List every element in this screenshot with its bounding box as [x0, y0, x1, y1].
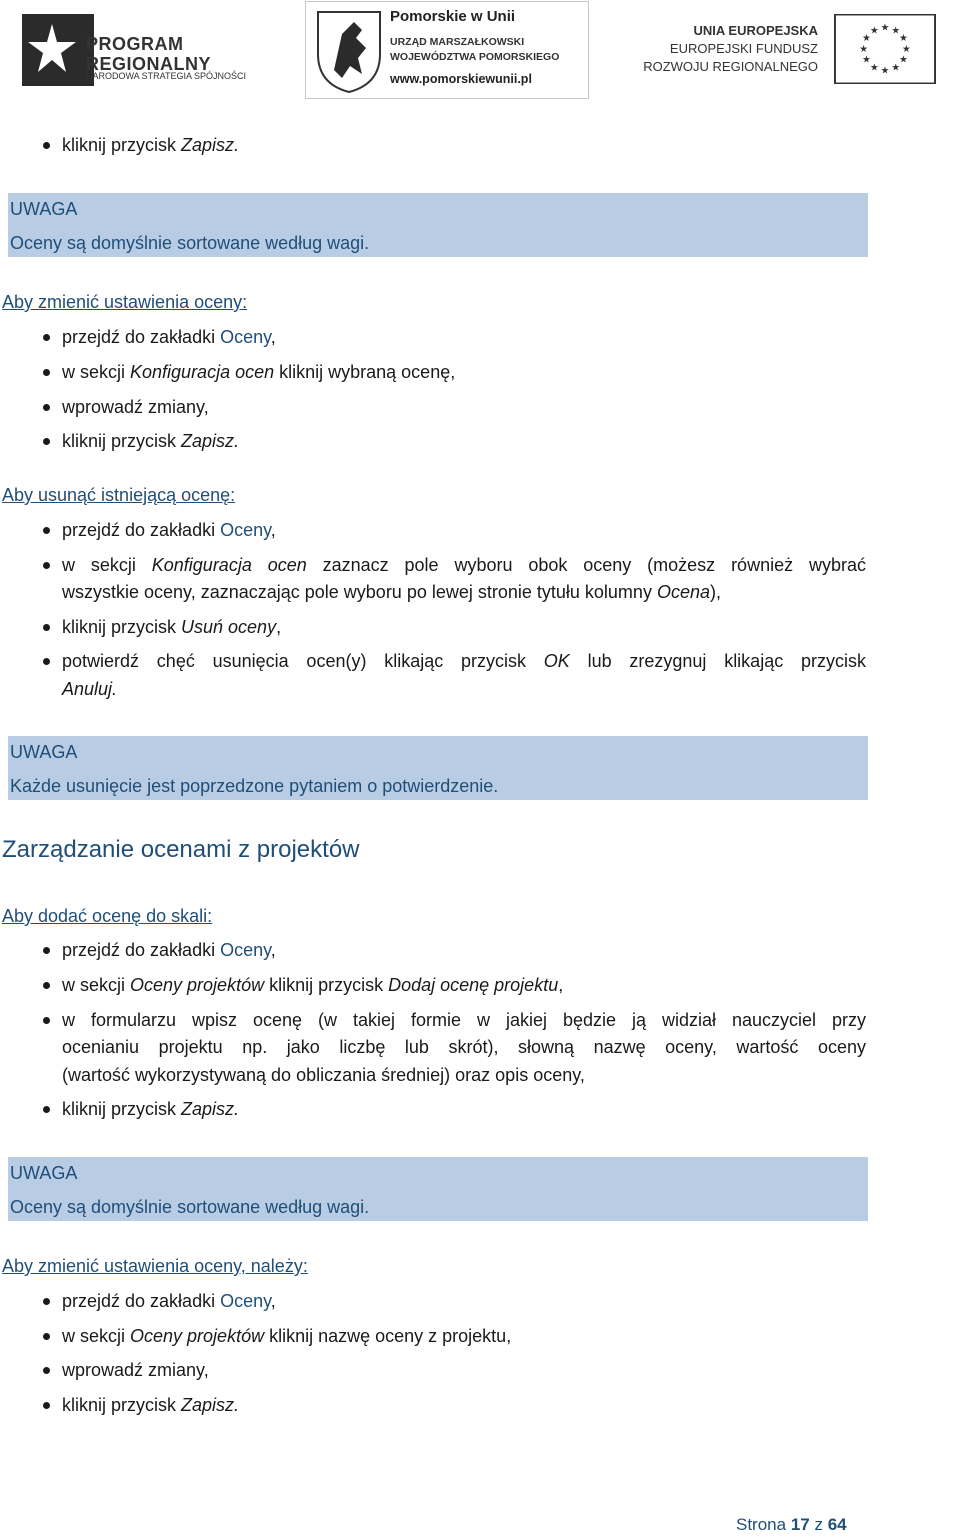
list-item: w sekcji Oceny projektów kliknij nazwę oceny z projektu,: [62, 1322, 511, 1350]
svg-text:★: ★: [862, 54, 871, 66]
note-text: Oceny są domyślnie sortowane według wagi.: [10, 233, 370, 253]
note-text: Każde usunięcie jest poprzedzone pytaniem o potwierdzenie.: [10, 776, 499, 796]
pomorskie-logo-url: www.pomorskiewunii.pl: [390, 72, 532, 86]
note-title: UWAGA: [10, 199, 78, 219]
svg-text:★: ★: [891, 62, 901, 74]
note-text: Oceny są domyślnie sortowane według wagi.: [10, 1197, 370, 1217]
page-number: Strona 17 z 64: [736, 1515, 847, 1534]
svg-text:★: ★: [891, 25, 901, 37]
svg-text:★: ★: [899, 54, 908, 66]
eu-logo-text: UNIA EUROPEJSKA EUROPEJSKI FUNDUSZ ROZWOJU REGIONALNEGO: [643, 23, 818, 74]
note-box: [8, 736, 868, 800]
program-logo-subtitle: NARODOWA STRATEGIA SPÓJNOŚCI: [86, 71, 247, 81]
section-heading: Zarządzanie ocenami z projektów: [2, 836, 360, 863]
eu-flag-icon: [834, 14, 936, 84]
section-intro: Aby zmienić ustawienia oceny, należy:: [2, 1256, 308, 1276]
list-item: wprowadź zmiany,: [62, 1356, 209, 1384]
list-item: kliknij przycisk Usuń oceny,: [62, 613, 281, 641]
svg-text:★: ★: [859, 43, 868, 55]
program-regionalny-logo: [22, 14, 254, 86]
note-box: [8, 193, 868, 257]
list-item: w sekcji Konfiguracja ocen kliknij wybraną ocenę,: [62, 358, 455, 386]
logo-bar: [0, 0, 960, 104]
griffin-emblem-icon: [312, 8, 386, 94]
svg-text:★: ★: [902, 43, 911, 55]
section-intro: Aby zmienić ustawienia oceny:: [2, 292, 248, 312]
pomorskie-w-unii-logo: [305, 1, 589, 99]
program-star-icon: [22, 14, 94, 86]
list-item: kliknij przycisk Zapisz.: [62, 427, 239, 455]
svg-text:★: ★: [880, 65, 890, 77]
svg-text:★: ★: [869, 62, 879, 74]
list-item: przejdź do zakładki Oceny,: [62, 516, 276, 544]
svg-text:★: ★: [869, 25, 879, 37]
list-item: w sekcji Oceny projektów kliknij przycisk Dodaj ocenę projektu,: [62, 971, 563, 999]
section-intro: Aby dodać ocenę do skali:: [2, 906, 213, 926]
list-item: przejdź do zakładki Oceny,: [62, 936, 276, 964]
note-title: UWAGA: [10, 1163, 78, 1183]
list-item: w sekcji Konfiguracja ocen zaznacz pole wyboru obok oceny (możesz również wybrać: [62, 551, 866, 579]
list-item: kliknij przycisk Zapisz.: [62, 1391, 239, 1419]
list-item-continuation: Anuluj.: [62, 679, 118, 699]
pomorskie-logo-line1: URZĄD MARSZAŁKOWSKI: [390, 36, 525, 48]
list-item: w formularzu wpisz ocenę (w takiej formie w jakiej będzie ją widział nauczyciel przy: [62, 1006, 866, 1034]
svg-text:★: ★: [899, 33, 908, 45]
list-item: przejdź do zakładki Oceny,: [62, 323, 276, 351]
list-item: potwierdź chęć usunięcia ocen(y) klikając przycisk OK lub zrezygnuj klikając przycisk: [62, 647, 866, 675]
svg-text:★: ★: [862, 33, 871, 45]
eu-logo: [640, 14, 936, 86]
list-item-continuation: wszystkie oceny, zaznaczając pole wyboru po lewej stronie tytułu kolumny Ocena),: [62, 582, 721, 602]
note-title: UWAGA: [10, 742, 78, 762]
list-item: kliknij przycisk Zapisz.: [62, 1095, 239, 1123]
list-item-continuation: (wartość wykorzystywaną do obliczania średniej) oraz opis oceny,: [62, 1065, 585, 1085]
list-item-continuation: ocenianiu projektu np. jako liczbę lub skrót), słowną nazwę oceny, wartość oceny: [62, 1037, 866, 1057]
section-intro: Aby usunąć istniejącą ocenę:: [2, 485, 236, 505]
pomorskie-logo-title: Pomorskie w Unii: [390, 8, 516, 25]
pomorskie-logo-line2: WOJEWÓDZTWA POMORSKIEGO: [390, 51, 560, 63]
list-item: przejdź do zakładki Oceny,: [62, 1287, 276, 1315]
list-item: kliknij przycisk Zapisz.: [62, 131, 239, 159]
program-logo-title: PROGRAM REGIONALNY: [86, 34, 212, 74]
svg-text:★: ★: [880, 22, 890, 34]
list-item: wprowadź zmiany,: [62, 393, 209, 421]
note-box: [8, 1157, 868, 1221]
